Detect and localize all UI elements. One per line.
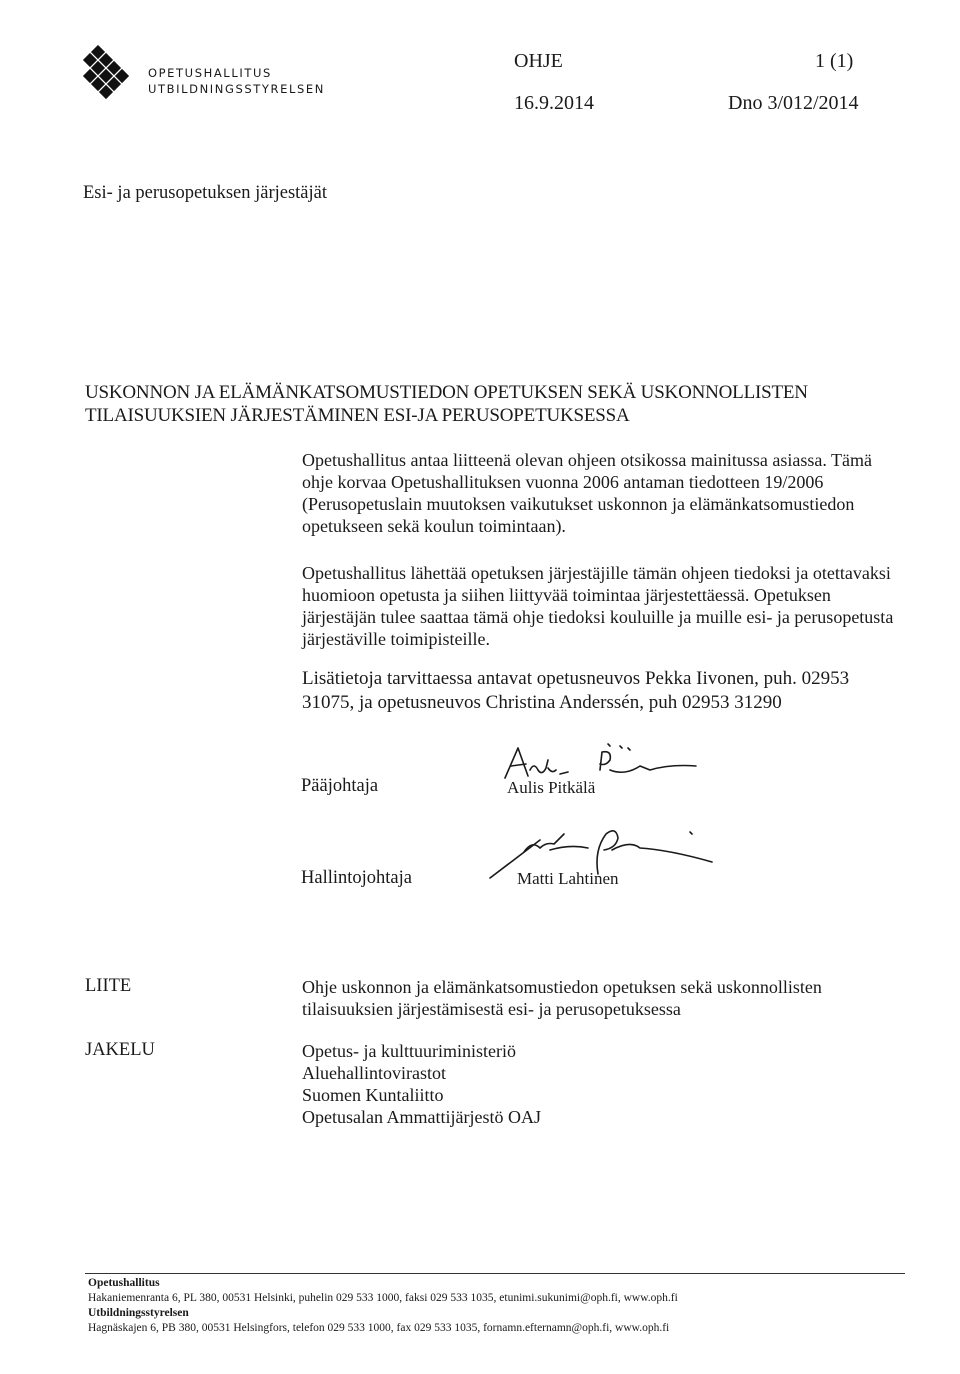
- distribution-item: Opetus- ja kulttuuriministeriö: [302, 1041, 516, 1061]
- footer-org-sv: Utbildningsstyrelsen: [88, 1307, 189, 1319]
- signer-2-name: Matti Lahtinen: [517, 869, 619, 888]
- title-line-2: TILAISUUKSIEN JÄRJESTÄMINEN ESI-JA PERUSOPETUKSESSA: [85, 405, 630, 426]
- attachment-text: Ohje uskonnon ja elämänkatsomustiedon opetuksen sekä uskonnollisten tilaisuuksien järjestämisestä esi- ja perusopetuksessa: [302, 977, 822, 1019]
- distribution-list: [302, 1040, 902, 1128]
- doc-date: 16.9.2014: [514, 92, 594, 114]
- opetushallitus-logo: [80, 45, 140, 105]
- signer-1-name: Aulis Pitkälä: [507, 778, 596, 797]
- body-paragraph-3: Lisätietoja tarvittaessa antavat opetusneuvos Pekka Iivonen, puh. 02953 31075, ja opetusneuvos Christina Anderssén, puh 02953 31290: [302, 668, 850, 713]
- doc-dno: Dno 3/012/2014: [728, 92, 859, 114]
- footer-address-sv: Hagnäskajen 6, PB 380, 00531 Helsingfors, telefon 029 533 1000, fax 029 533 1035, fornamn.efternamn@oph.fi, www.oph.fi: [88, 1322, 670, 1334]
- document-title: [85, 381, 808, 427]
- distribution-item: Suomen Kuntaliitto: [302, 1085, 444, 1105]
- recipient: Esi- ja perusopetuksen järjestäjät: [83, 183, 328, 203]
- footer-org-fi: Opetushallitus: [88, 1277, 160, 1289]
- attachment-label: LIITE: [85, 976, 132, 996]
- title-line-1: USKONNON JA ELÄMÄNKATSOMUSTIEDON OPETUKSEN SEKÄ USKONNOLLISTEN: [85, 382, 808, 403]
- distribution-item: Aluehallintovirastot: [302, 1063, 446, 1083]
- distribution-item: Opetusalan Ammattijärjestö OAJ: [302, 1107, 541, 1127]
- page-number: 1 (1): [815, 50, 854, 72]
- body-paragraph-2: Opetushallitus lähettää opetuksen järjestäjille tämän ohjeen tiedoksi ja otettavaksi huomioon opetusta ja siihen liittyvää toimintaa järjestettäessä. Opetuksen järjestäjän tulee saattaa tämä ohje tiedoksi kouluille ja muille esi- ja perusopetusta järjestäville toimipisteille.: [302, 563, 894, 649]
- distribution-label: JAKELU: [85, 1040, 155, 1060]
- footer-address-fi: Hakaniemenranta 6, PL 380, 00531 Helsinki, puhelin 029 533 1000, faksi 029 533 1035, etunimi.sukunimi@oph.fi, www.oph.fi: [88, 1292, 678, 1304]
- footer: [88, 1276, 678, 1336]
- footer-divider: [85, 1273, 905, 1274]
- org-name-fi: OPETUSHALLITUS: [148, 66, 272, 80]
- doc-type: OHJE: [514, 50, 563, 72]
- body-paragraph-1: Opetushallitus antaa liitteenä olevan ohjeen otsikossa mainitussa asiassa. Tämä ohje korvaa Opetushallituksen vuonna 2006 antaman tiedotteen 19/2006 (Perusopetuslain muutoksen vaikutukset uskonnon ja elämänkatsomustiedon opetukseen sekä koulun toimintaan).: [302, 450, 873, 536]
- signer-2-role: Hallintojohtaja: [301, 868, 412, 888]
- signer-1-role: Pääjohtaja: [301, 776, 379, 796]
- org-name-sv: UTBILDNINGSSTYRELSEN: [148, 82, 325, 96]
